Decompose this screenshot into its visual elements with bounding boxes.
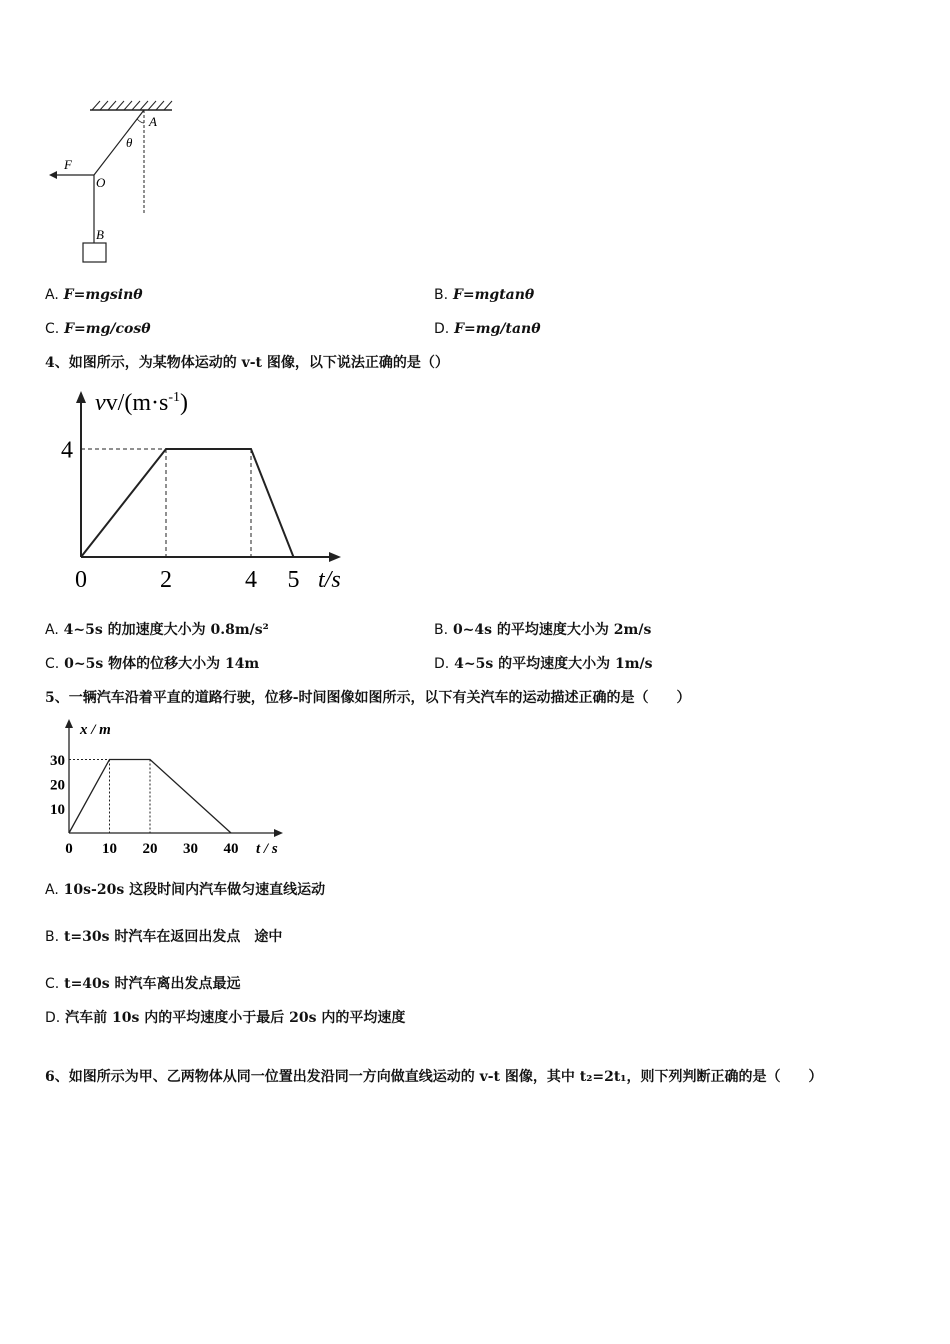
- option-letter: C.: [45, 321, 60, 337]
- x-tick-label: 0: [75, 567, 87, 593]
- x-tick-label: 40: [223, 841, 239, 857]
- option-text: 汽车前 10s 内的平均速度小于最后 20s 内的平均速度: [65, 1010, 406, 1026]
- q4-option-c[interactable]: [45, 655, 259, 673]
- option-text: t=40s 时汽车离出发点最远: [64, 976, 241, 992]
- option-letter: B.: [434, 622, 449, 638]
- q3-option-a[interactable]: [45, 286, 143, 304]
- option-letter: D.: [434, 656, 450, 672]
- option-text: F=mgtanθ: [452, 287, 535, 303]
- option-text: F=mg/tanθ: [454, 321, 541, 337]
- block-B: [83, 243, 106, 262]
- y-tick-label: 30: [50, 752, 65, 769]
- y-axis-label-close: ): [180, 390, 188, 416]
- y-tick-label: 10: [50, 801, 65, 818]
- q3-option-c[interactable]: [45, 320, 151, 338]
- string-force-diagram: [40, 95, 190, 270]
- y-tick-label: 20: [50, 777, 65, 794]
- q4-option-b[interactable]: [434, 621, 651, 639]
- x-tick-label: 5: [287, 567, 300, 593]
- label-O: O: [96, 175, 106, 190]
- x-axis-label: t / s: [256, 841, 278, 857]
- y-tick-label: 4: [61, 437, 73, 464]
- q6-stem: 6、如图所示为甲、乙两物体从同一位置出发沿同一方向做直线运动的 v-t 图像，其中 t₂=2t₁，则下列判断正确的是（ ）: [45, 1069, 823, 1085]
- x-tick-label: 4: [245, 567, 257, 593]
- label-B: B: [96, 227, 104, 242]
- option-text: 4~5s 的平均速度大小为 1m/s: [454, 656, 653, 672]
- x-tick-label: 30: [183, 841, 198, 857]
- option-text: F=mgsinθ: [63, 287, 143, 303]
- theta-arc: [137, 119, 144, 123]
- x-axis-label: t/s: [318, 567, 341, 593]
- option-letter: C.: [45, 656, 60, 672]
- label-theta: θ: [126, 135, 133, 150]
- q5-option-d[interactable]: [45, 1009, 405, 1027]
- q5-option-c[interactable]: [45, 975, 241, 993]
- option-text: t=30s 时汽车在返回出发点 途中: [63, 929, 283, 945]
- q5-option-b[interactable]: [45, 928, 282, 946]
- option-letter: B.: [434, 287, 449, 303]
- y-axis-arrow: [76, 391, 86, 403]
- option-letter: A.: [45, 287, 59, 303]
- option-letter: A.: [45, 622, 59, 638]
- y-axis-label-text: v/(m·s: [105, 390, 169, 416]
- force-F-arrowhead: [49, 171, 57, 179]
- option-text: 10s-20s 这段时间内汽车做匀速直线运动: [63, 882, 326, 898]
- x-tick-label: 2: [160, 567, 172, 593]
- label-F: F: [64, 157, 72, 172]
- x-tick-label: 0: [65, 841, 73, 857]
- q4-stem: 4、如图所示，为某物体运动的 v-t 图像，以下说法正确的是（）: [45, 355, 449, 371]
- option-letter: D.: [434, 321, 450, 337]
- option-letter: B.: [45, 929, 60, 945]
- x-tick-label: 20: [142, 841, 158, 857]
- option-letter: C.: [45, 976, 60, 992]
- q4-option-d[interactable]: [434, 655, 653, 673]
- option-letter: A.: [45, 882, 59, 898]
- xt-chart: [40, 715, 300, 865]
- x-tick-label: 10: [102, 841, 117, 857]
- q3-option-d[interactable]: [434, 320, 541, 338]
- option-text: F=mg/cosθ: [64, 321, 151, 337]
- option-text: 0~5s 物体的位移大小为 14m: [64, 656, 260, 672]
- option-letter: D.: [45, 1010, 61, 1026]
- y-axis-arrow: [65, 719, 73, 728]
- y-axis-label: x / m: [80, 722, 111, 738]
- q5-option-a[interactable]: [45, 881, 325, 899]
- series-line: [81, 449, 294, 557]
- x-axis-arrow: [329, 552, 341, 562]
- x-axis-arrow: [274, 829, 283, 837]
- string-OA: [94, 110, 144, 175]
- y-axis-label: $vv/(m\cdot s^{-1})$: [95, 390, 188, 416]
- vt-chart: [45, 385, 365, 600]
- q5-stem: 5、一辆汽车沿着平直的道路行驶，位移-时间图像如图所示，以下有关汽车的运动描述正确的是（ ）: [45, 690, 691, 706]
- option-text: 0~4s 的平均速度大小为 2m/s: [452, 622, 652, 638]
- y-axis-label-sup: -1: [168, 390, 180, 405]
- q4-option-a[interactable]: [45, 621, 269, 639]
- q3-option-b[interactable]: [434, 286, 534, 304]
- option-text: 4~5s 的加速度大小为 0.8m/s²: [63, 622, 269, 638]
- ceiling-hatch: [92, 101, 172, 110]
- label-A: A: [149, 114, 157, 129]
